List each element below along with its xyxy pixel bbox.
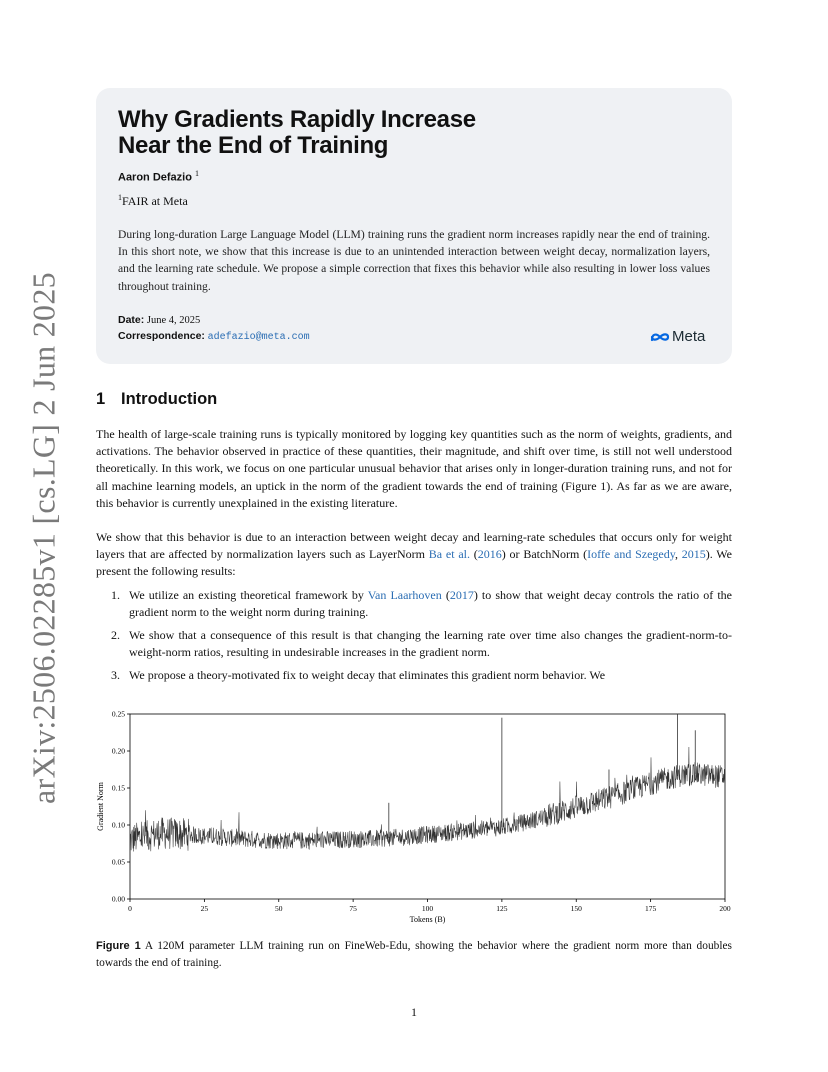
date-label: Date: — [118, 314, 145, 326]
x-axis-label: Tokens (B) — [409, 915, 446, 924]
author-line — [118, 169, 199, 184]
y-tick-label: 0.15 — [111, 783, 125, 793]
paper-title — [118, 107, 476, 159]
x-tick-label: 100 — [421, 904, 434, 913]
title-line-1: Why Gradients Rapidly Increase — [118, 106, 476, 133]
list-item — [96, 667, 732, 685]
meta-infinity-icon — [650, 331, 670, 343]
x-tick-label: 0 — [128, 904, 132, 913]
citation-ioffe-year[interactable]: 2015 — [681, 547, 706, 562]
x-tick-label: 25 — [200, 904, 209, 913]
author-name: Aaron Defazio — [118, 171, 192, 184]
date-line — [118, 314, 200, 326]
affiliation-superscript: 1 — [118, 193, 122, 202]
y-tick-label: 0.25 — [111, 709, 125, 719]
para2-text-e: ). We present the following results: — [96, 547, 733, 579]
gradient-norm-series-line — [130, 747, 725, 852]
x-tick-label: 150 — [570, 904, 582, 913]
list-item-text — [129, 587, 732, 621]
plot-frame — [130, 714, 725, 899]
meta-logo-text: Meta — [672, 328, 706, 345]
meta-logo — [650, 328, 705, 345]
para2-text-a: We show that this behavior is due to an interaction between weight decay and learning-rate schedules that occurs only for weight layers that are affected by normalization layers such as LayerNorm — [96, 530, 732, 562]
para2-text-c: ) or BatchNorm ( — [501, 547, 588, 562]
citation-van-laarhoven-year[interactable]: 2017 — [449, 588, 474, 602]
list-item-1-text-a: We utilize an existing theoretical framework by — [129, 588, 368, 602]
citation-van-laarhoven-author[interactable]: Van Laarhoven — [367, 588, 442, 602]
correspondence-label: Correspondence: — [118, 330, 205, 342]
list-item-number: 2. — [111, 628, 120, 642]
list-item — [96, 587, 732, 623]
list-item-text: We show that a consequence of this result is that changing the learning rate over time also changes the gradient-norm-to-weight-norm ratios, resulting in undesirable increases in the gradient norm. — [129, 628, 732, 660]
list-item-number: 1. — [111, 588, 120, 602]
x-tick-label: 200 — [719, 904, 731, 913]
list-item-number: 3. — [111, 668, 120, 682]
affiliation-name: FAIR at Meta — [122, 194, 188, 208]
figure-caption-text: A 120M parameter LLM training run on FineWeb-Edu, showing the behavior where the gradient norm more than doubles towards the end of training. — [96, 940, 732, 969]
y-axis-label: Gradient Norm — [96, 782, 105, 831]
figure-label: Figure 1 — [96, 940, 141, 952]
intro-paragraph-2 — [96, 529, 732, 581]
list-item-1-text-c: ) to show that weight decay controls the ratio of the gradient norm to the weight norm during training. — [129, 588, 732, 620]
list-item-1-text-b: ( — [441, 588, 450, 602]
para2-text-b: ( — [470, 547, 478, 562]
y-tick-label: 0.00 — [111, 894, 125, 904]
list-item — [96, 627, 732, 663]
section-heading-introduction — [96, 390, 217, 409]
correspondence-line — [118, 330, 310, 343]
date-value: June 4, 2025 — [146, 315, 201, 326]
citation-ba-authors[interactable]: Ba et al. — [428, 547, 470, 562]
x-tick-label: 175 — [645, 904, 657, 913]
y-tick-label: 0.20 — [111, 746, 125, 756]
citation-ioffe-authors[interactable]: Ioffe and Szegedy — [587, 547, 675, 562]
title-line-2: Near the End of Training — [118, 132, 389, 159]
affiliation-line — [118, 193, 188, 209]
figure-caption — [96, 938, 732, 971]
para2-text-d: , — [674, 547, 682, 562]
arxiv-stamp-text: arXiv:2506.02285v1 [cs.LG] 2 Jun 2025 — [25, 271, 62, 804]
list-item-text: We propose a theory-motivated fix to weight decay that eliminates this gradient norm behavior. We — [129, 668, 606, 682]
section-title: Introduction — [121, 390, 218, 408]
arxiv-stamp — [24, 271, 64, 804]
page-number: 1 — [411, 1005, 417, 1019]
section-number: 1 — [96, 390, 106, 408]
x-tick-label: 50 — [275, 904, 283, 913]
y-tick-label: 0.10 — [111, 820, 125, 830]
citation-ba-year[interactable]: 2016 — [477, 547, 502, 562]
abstract: During long-duration Large Language Model (LLM) training runs the gradient norm increases rapidly near the end of training. In this short note, we show that this increase is due to an unintended interaction between weight decay, normalization layers, and the learning rate schedule. We propose a simple correction that fixes this behavior while also resulting in lower loss values throughout training. — [118, 228, 710, 293]
author-superscript: 1 — [195, 169, 200, 178]
gradient-norm-chart — [90, 702, 738, 932]
x-tick-label: 75 — [349, 904, 357, 913]
intro-paragraph-1: The health of large-scale training runs is typically monitored by logging key quantities such as the norm of weights, gradients, and activations. The behavior observed in practice of these quantities, their magnitude, and shift over time, is still not well understood theoretically. In this work, we focus on one particular unusual behavior that arises only in longer-duration training runs, and not for all machine learning models, an uptick in the norm of the gradient towards the end of training (Figure 1). As far as we are aware, this behavior is currently unexplained in the existing literature. — [96, 427, 732, 510]
y-tick-label: 0.05 — [111, 857, 125, 867]
email-link[interactable]: adefazio@meta.com — [207, 332, 310, 343]
x-tick-label: 125 — [496, 904, 508, 913]
